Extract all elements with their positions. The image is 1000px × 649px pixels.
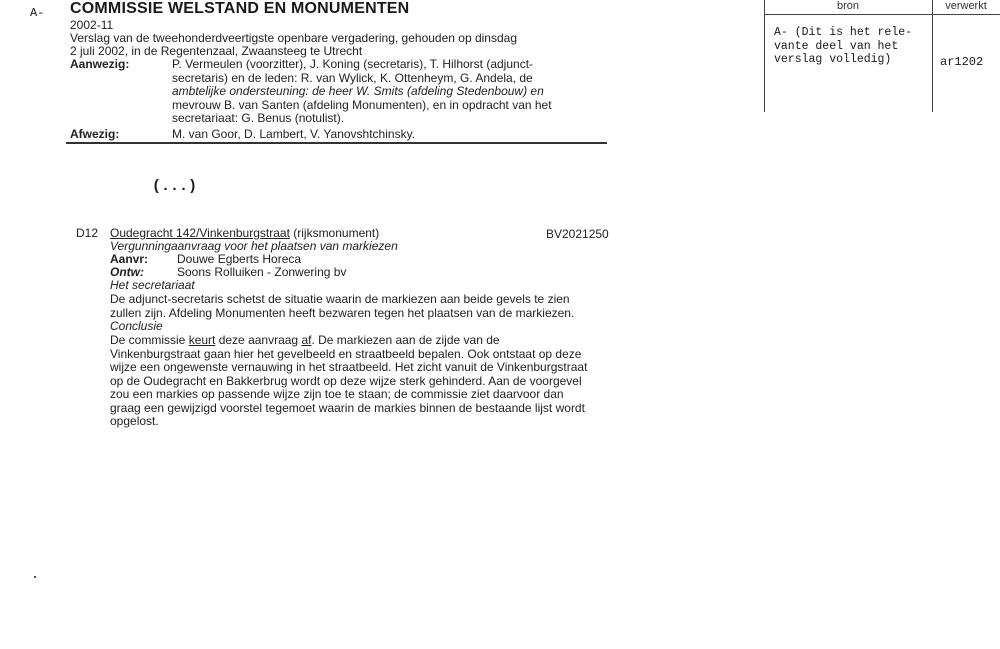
paragraph-line: graag een gewijzigd voorstel tegemoet waarin de markies binnen de bestaande lijst wordt	[110, 400, 585, 415]
attendees-line: P. Vermeulen (voorzitter), J. Koning (secretaris), T. Hilhorst (adjunct-	[172, 57, 534, 71]
stamp-border-middle	[932, 0, 933, 112]
document-date: 2002-11	[70, 18, 114, 32]
attendees-line: mevrouw B. van Santen (afdeling Monumenten), en in opdracht van het	[172, 97, 552, 112]
absentees-list: M. van Goor, D. Lambert, V. Yanovshtchinsky.	[172, 127, 416, 141]
conclusion-heading: Conclusie	[110, 319, 163, 333]
designer-value: Soons Rolluiken - Zonwering bv	[177, 265, 347, 279]
meeting-description-line-2: 2 juli 2002, in de Regentenzaal, Zwaansteeg te Utrecht	[70, 44, 363, 58]
attendees-label: Aanwezig:	[70, 57, 130, 71]
agenda-item-monument-note: (rijksmonument)	[289, 226, 380, 240]
applicant-label: Aanvr:	[110, 252, 149, 266]
attendees-line: secretariaat: G. Benus (notulist).	[172, 111, 345, 125]
paragraph-line: Vinkenburgstraat gaan hier het gevelbeeld en straatbeeld bepalen. Ook ontstaat op deze	[110, 346, 582, 361]
conclusion-af: af	[301, 333, 312, 347]
stamp-header-rule	[764, 14, 1000, 15]
meeting-description-line-1: Verslag van de tweehonderdveertigste openbare vergadering, gehouden op dinsdag	[70, 31, 517, 45]
agenda-item-reference: BV2021250	[546, 227, 609, 241]
designer-label-text: Ontw:	[110, 265, 144, 279]
attendees-line: secretaris) en de leden: R. van Wylick, K. Ottenheym, G. Andela, de	[172, 70, 533, 85]
paragraph-line	[110, 334, 620, 348]
conclusion-text-after: . De markiezen aan de zijde van de	[311, 333, 500, 347]
paragraph-line: op de Oudegracht en Bakkerbrug wordt op deze wijze sterk gehinderd. Aan de voorgevel	[110, 373, 582, 388]
stamp-column-verwerkt: verwerkt	[945, 0, 987, 12]
paragraph-line: zou een markies op passende wijze zijn toe te staan; de commissie ziet daarvoor dan	[110, 387, 564, 401]
stamp-processed-code: ar1202	[940, 55, 984, 69]
conclusion-keurt: keurt	[188, 333, 216, 347]
conclusion-text-before: De commissie	[110, 333, 189, 347]
margin-marker: A-	[30, 6, 45, 20]
paragraph-line: opgelost.	[110, 414, 159, 428]
omission-marker: (...)	[152, 178, 198, 195]
source-stamp-table	[764, 0, 1000, 112]
agenda-item-subtitle: Vergunningaanvraag voor het plaatsen van markiezen	[110, 239, 398, 253]
stamp-border-left	[764, 0, 765, 112]
secretariat-paragraph	[110, 293, 610, 320]
paragraph-line: zullen zijn. Afdeling Monumenten heeft bezwaren tegen het plaatsen van de markiezen.	[110, 305, 575, 320]
paragraph-line: De adjunct-secretaris schetst de situatie waarin de markiezen aan beide gevels te zien	[110, 292, 570, 306]
applicant-value: Douwe Egberts Horeca	[177, 252, 302, 266]
conclusion-text-middle: deze aanvraag	[215, 333, 302, 347]
stamp-column-bron: bron	[836, 0, 860, 12]
agenda-item-address: Oudegracht 142/Vinkenburgstraat	[110, 226, 290, 240]
absentees-label: Afwezig:	[70, 127, 120, 141]
attendees-list	[172, 58, 602, 126]
agenda-item-number: D12	[76, 226, 99, 240]
attendees-line	[172, 85, 602, 99]
attendees-line-italic: ambtelijke ondersteuning: de heer W. Smits (afdeling Stedenbouw) en	[172, 84, 544, 98]
header-divider	[66, 142, 607, 144]
document-title: COMMISSIE WELSTAND EN MONUMENTEN	[70, 0, 410, 17]
stamp-source-note: A- (Dit is het rele- vante deel van het verslag volledig)	[774, 26, 913, 66]
conclusion-paragraph	[110, 334, 620, 429]
scan-speck	[34, 576, 36, 578]
secretariat-heading: Het secretariaat	[110, 278, 195, 292]
paragraph-line: wijze een ongewenste vernauwing in het straatbeeld. Het zicht vanuit de Vinkenburgstraat	[110, 360, 588, 374]
